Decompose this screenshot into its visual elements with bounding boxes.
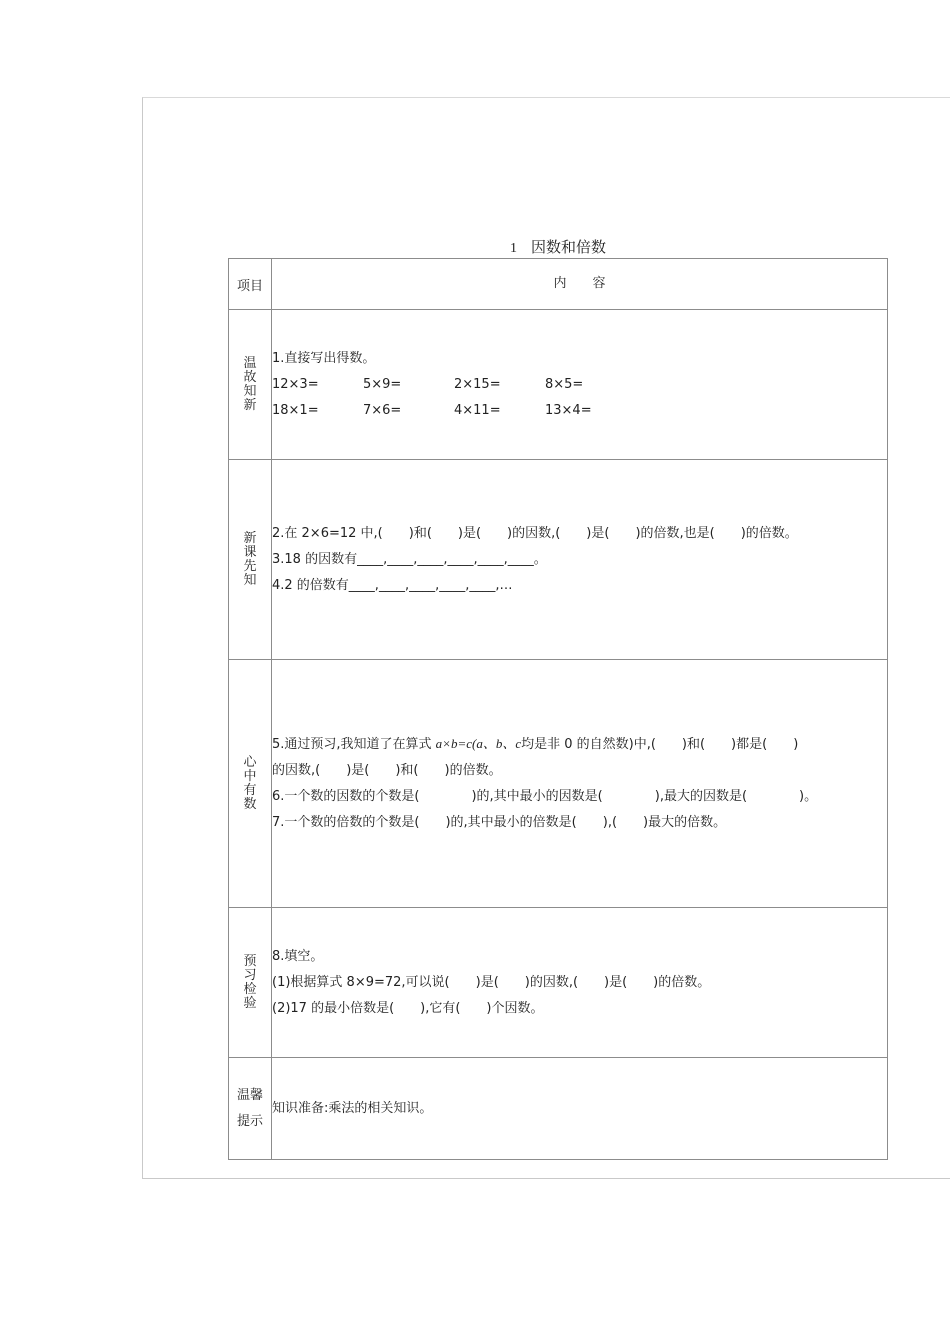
question-line: (1)根据算式 8×9=72,可以说( )是( )的因数,( )是( )的倍数。 <box>272 974 711 990</box>
table-row <box>229 660 888 908</box>
table-row <box>229 310 888 460</box>
header-item-cell <box>229 259 272 310</box>
row-label-cell <box>229 660 272 908</box>
line-prefix: 5.通过预习,我知道了在算式 <box>272 737 436 752</box>
worksheet-table <box>228 258 888 1160</box>
worksheet-title <box>228 234 888 260</box>
row-content-cell <box>272 908 888 1058</box>
formula-text: a×b=c(a、b、c <box>435 736 522 751</box>
row-content-cell <box>272 310 888 460</box>
title-number: 1 <box>509 241 517 256</box>
question-line <box>272 731 887 758</box>
math-item: 4×11= <box>454 402 501 418</box>
math-item: 8×5= <box>545 376 584 392</box>
math-row <box>272 398 636 424</box>
row-content-cell <box>272 660 888 908</box>
line-suffix: 均是非 0 的自然数)中,( )和( )都是( ) <box>521 737 799 752</box>
header-content-cell <box>272 259 888 310</box>
row-content-cell <box>272 1058 888 1160</box>
math-row <box>272 372 636 398</box>
table-header-row <box>229 259 888 310</box>
row-label: 温故知新 <box>243 355 257 413</box>
row-label-cell <box>229 460 272 660</box>
math-item: 5×9= <box>363 376 402 392</box>
math-item: 2×15= <box>454 376 501 392</box>
question-line: 4.2 的倍数有____,____,____,____,____,… <box>272 577 513 593</box>
question-line: 3.18 的因数有____,____,____,____,____,____。 <box>272 551 547 567</box>
math-item: 12×3= <box>272 376 319 392</box>
title-text: 因数和倍数 <box>530 238 606 256</box>
row-content-cell <box>272 460 888 660</box>
question-line: 1.直接写出得数。 <box>272 350 376 366</box>
table-row <box>229 460 888 660</box>
math-item: 13×4= <box>545 402 592 418</box>
table-row <box>229 1058 888 1160</box>
question-line: 的因数,( )是( )和( )的倍数。 <box>272 763 502 778</box>
question-line: 知识准备:乘法的相关知识。 <box>272 1100 433 1116</box>
row-label: 预习检验 <box>243 953 257 1011</box>
math-item: 18×1= <box>272 402 319 418</box>
question-line: (2)17 的最小倍数是( ),它有( )个因数。 <box>272 1000 544 1016</box>
math-item: 7×6= <box>363 402 402 418</box>
row-label-cell <box>229 1058 272 1160</box>
question-line: 7.一个数的倍数的个数是( )的,其中最小的倍数是( ),( )最大的倍数。 <box>272 815 727 830</box>
row-label-cell <box>229 310 272 460</box>
header-content-label: 内 容 <box>553 276 606 291</box>
question-line: 2.在 2×6=12 中,( )和( )是( )的因数,( )是( )的倍数,也是( )的倍数。 <box>272 525 798 541</box>
math-grid <box>272 372 636 424</box>
row-label-cell <box>229 908 272 1058</box>
row-label: 新课先知 <box>243 530 257 588</box>
question-line: 8.填空。 <box>272 948 324 964</box>
table-row <box>229 908 888 1058</box>
question-line: 6.一个数的因数的个数是( )的,其中最小的因数是( ),最大的因数是( )。 <box>272 789 818 804</box>
header-item-label: 项目 <box>236 278 263 294</box>
row-label: 温馨提示 <box>236 1087 263 1129</box>
row-label: 心中有数 <box>243 754 257 812</box>
